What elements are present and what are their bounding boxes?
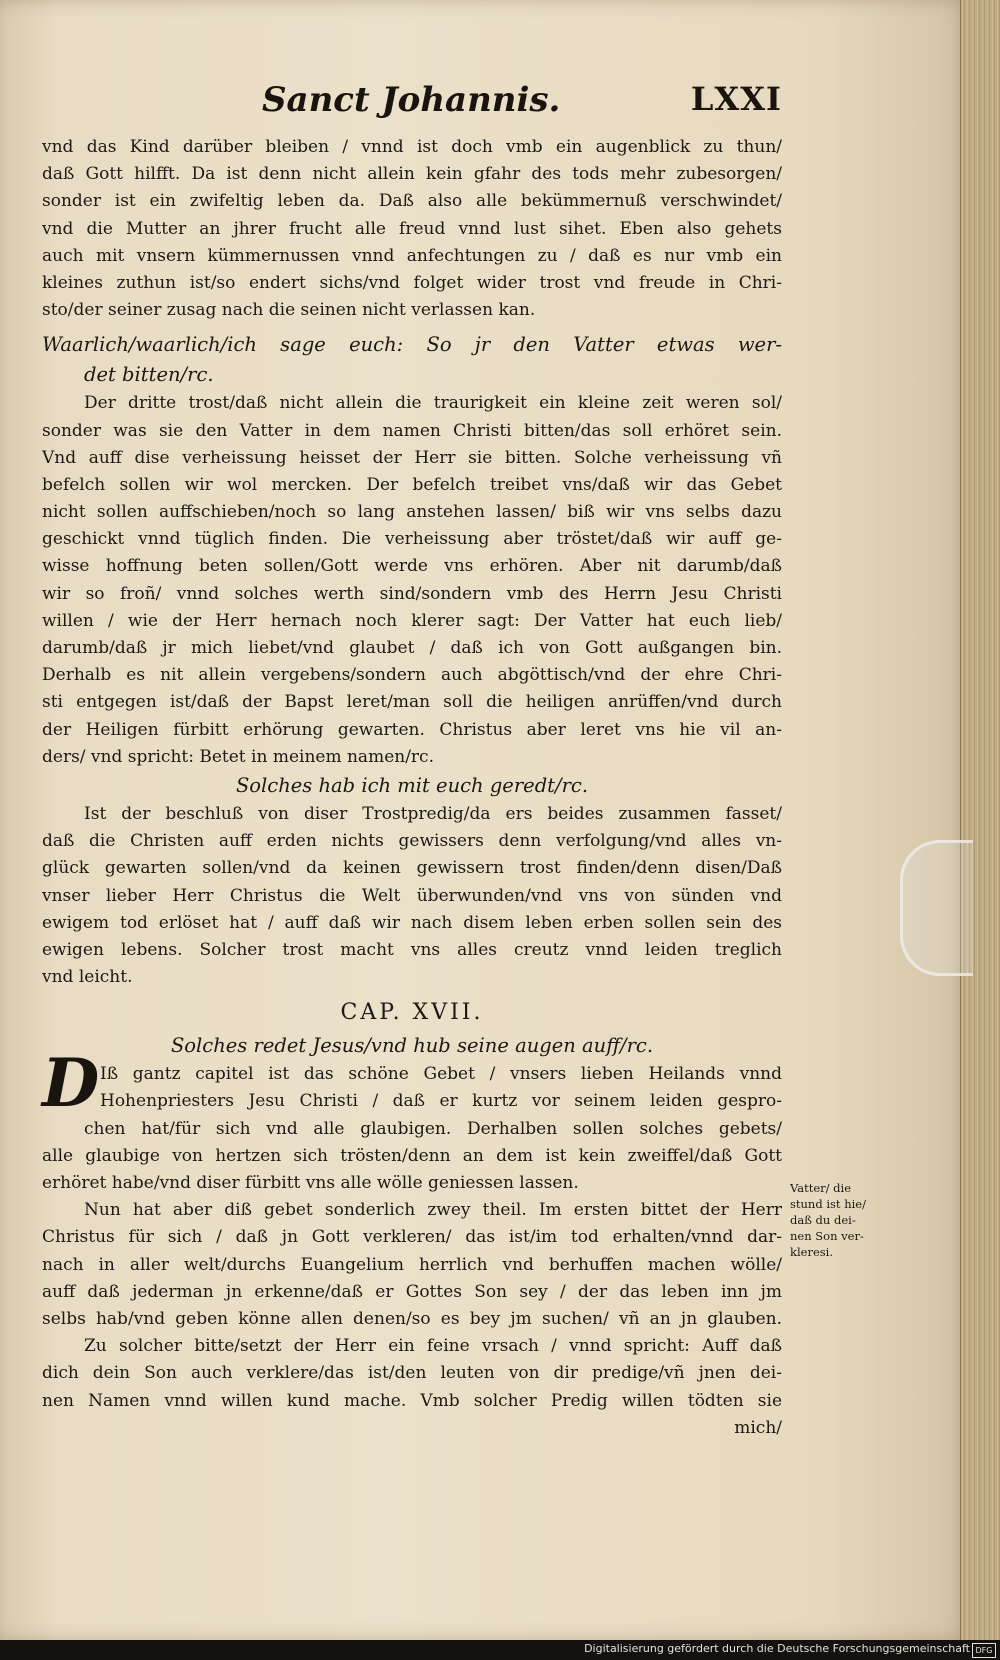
text-line: befelch sollen wir wol mercken. Der befelch treibet vns/daß wir das Gebet — [42, 474, 782, 495]
text-line: Derhalb es nit allein vergebens/sondern auch abgöttisch/vnd der ehre Chri- — [42, 665, 782, 686]
text-line: vnser lieber Herr Christus die Welt überwunden/vnd vns von sünden vnd — [42, 885, 782, 906]
text-line: ewigem tod erlöset hat / auff daß wir nach disem leben erben sollen sein des — [42, 912, 782, 933]
lemma-line: Solches redet Jesus/vnd hub seine augen auff/rc. — [170, 1034, 654, 1058]
text-line: daß Gott hilfft. Da ist denn nicht allein kein gfahr des tods mehr zubesorgen/ — [42, 164, 782, 185]
folio-number: LXXI — [690, 80, 782, 118]
text-line: auff daß jederman jn erkenne/daß er Gottes Son sey / der das leben inn jm — [42, 1281, 782, 1302]
text-line: daß die Christen auff erden nichts gewissers denn verfolgung/vnd alles vn- — [42, 831, 782, 852]
text-line: sto/der seiner zusag nach die seinen nicht verlassen kan. — [42, 300, 536, 321]
text-line: Christus für sich / daß jn Gott verkleren/ das ist/im tod erhalten/vnnd dar- — [42, 1227, 782, 1248]
text-line: Ist der beschluß von diser Trostpredig/da ers beides zusammen fasset/ — [84, 803, 782, 824]
digitization-credit: Digitalisierung gefördert durch die Deutsche Forschungsgemeinschaft — [584, 1642, 970, 1655]
text-line: Nun hat aber diß gebet sonderlich zwey theil. Im ersten bittet der Herr — [84, 1200, 782, 1221]
text-line: vnd das Kind darüber bleiben / vnnd ist doch vmb ein augenblick zu thun/ — [42, 137, 782, 157]
text-line: Der dritte trost/daß nicht allein die traurigkeit ein kleine zeit weren sol/ — [84, 393, 782, 414]
text-line: kleines zuthun ist/so endert sichs/vnd folget wider trost vnd freude in Chri- — [42, 272, 782, 293]
text-line: ewigen lebens. Solcher trost macht vns alles creutz vnnd leiden treglich — [42, 939, 782, 960]
dfg-logo-icon: DFG — [972, 1643, 996, 1658]
lemma-line: Waarlich/waarlich/ich sage euch: So jr den Vatter etwas wer- — [42, 333, 782, 357]
margin-note-line: nen Son ver- — [790, 1229, 864, 1243]
text-line: ders/ vnd spricht: Betet in meinem namen/rc. — [42, 746, 434, 767]
catchword: mich/ — [734, 1417, 782, 1438]
text-line: alle glaubige von hertzen sich trösten/denn an dem ist kein zweiffel/daß Gott — [42, 1145, 782, 1166]
text-line: erhöret habe/vnd diser fürbitt vns alle wölle geniessen lassen. — [42, 1173, 579, 1193]
text-line: willen / wie der Herr hernach noch klerer sagt: Der Vatter hat euch lieb/ — [42, 610, 782, 631]
text-line: sonder ist ein zwifeltig leben da. Daß also alle bekümmernuß verschwindet/ — [42, 191, 782, 212]
running-title: Sanct Johannis. — [262, 80, 561, 120]
text-line: chen hat/für sich vnd alle glaubigen. Derhalben sollen solches gebets/ — [84, 1118, 782, 1139]
margin-note-line: Vatter/ die — [790, 1181, 852, 1195]
text-line: Hohenpriesters Jesu Christi / daß er kurtz vor seinem leiden gespro- — [100, 1091, 782, 1112]
margin-note-line: daß du dei- — [790, 1213, 856, 1227]
text-line: nicht sollen auffschieben/noch so lang anstehen lassen/ biß wir vns selbs dazu — [42, 502, 782, 523]
text-line: selbs hab/vnd geben könne allen denen/so es bey jm suchen/ vñ an jn glauben. — [42, 1308, 782, 1329]
text-line: nach in aller welt/durchs Euangelium herrlich vnd berhuffen machen wölle/ — [42, 1254, 782, 1275]
text-line: nen Namen vnnd willen kund mache. Vmb solcher Predig willen tödten sie — [42, 1390, 782, 1411]
text-line: geschickt vnnd tüglich finden. Die verheissung aber tröstet/daß wir auff ge- — [42, 529, 782, 550]
text-line: sti entgegen ist/daß der Bapst leret/man soll die heiligen anrüffen/vnd durch — [42, 692, 782, 713]
text-line: Zu solcher bitte/setzt der Herr ein feine vrsach / vnnd spricht: Auff daß — [84, 1336, 782, 1357]
text-line: der Heiligen fürbitt erhörung gewarten. Christus aber leret vns hie vil an- — [42, 719, 782, 740]
margin-note — [790, 1180, 890, 1260]
text-line: sonder was sie den Vatter in dem namen Christi bitten/das soll erhöret sein. — [42, 420, 782, 441]
text-line: vnd leicht. — [42, 967, 133, 988]
text-body — [42, 134, 782, 1442]
text-line: glück gewarten sollen/vnd da keinen gewissern trost finden/denn disen/Daß — [42, 858, 782, 879]
text-line: dich dein Son auch verklere/das ist/den leuten von dir predige/vñ jnen dei- — [42, 1363, 782, 1384]
lemma-line: Solches hab ich mit euch geredt/rc. — [235, 773, 589, 797]
page-clip — [900, 840, 973, 976]
drop-capital: D — [42, 1044, 100, 1122]
text-line: wisse hoffnung beten sollen/Gott werde vns erhören. Aber nit darumb/daß — [42, 556, 782, 577]
text-line: Vnd auff dise verheissung heisset der Herr sie bitten. Solche verheissung vñ — [42, 447, 782, 468]
page-edges — [960, 0, 1000, 1640]
text-line: Iß gantz capitel ist das schöne Gebet / vnsers lieben Heilands vnnd — [100, 1064, 782, 1085]
text-line: vnd die Mutter an jhrer frucht alle freud vnnd lust sihet. Eben also gehets — [42, 218, 782, 239]
margin-note-line: stund ist hie/ — [790, 1197, 866, 1211]
margin-note-line: kleresi. — [790, 1245, 833, 1259]
text-line: wir so froñ/ vnnd solches werth sind/sondern vmb des Herrn Jesu Christi — [42, 583, 782, 604]
chapter-heading: CAP. XVII. — [340, 1000, 484, 1026]
running-head — [42, 80, 782, 132]
lemma-line: det bitten/rc. — [84, 363, 214, 387]
text-line: darumb/daß jr mich liebet/vnd glaubet / daß ich von Gott außgangen bin. — [42, 638, 782, 658]
text-line: auch mit vnsern kümmernussen vnnd anfechtungen zu / daß es nur vmb ein — [42, 245, 782, 266]
